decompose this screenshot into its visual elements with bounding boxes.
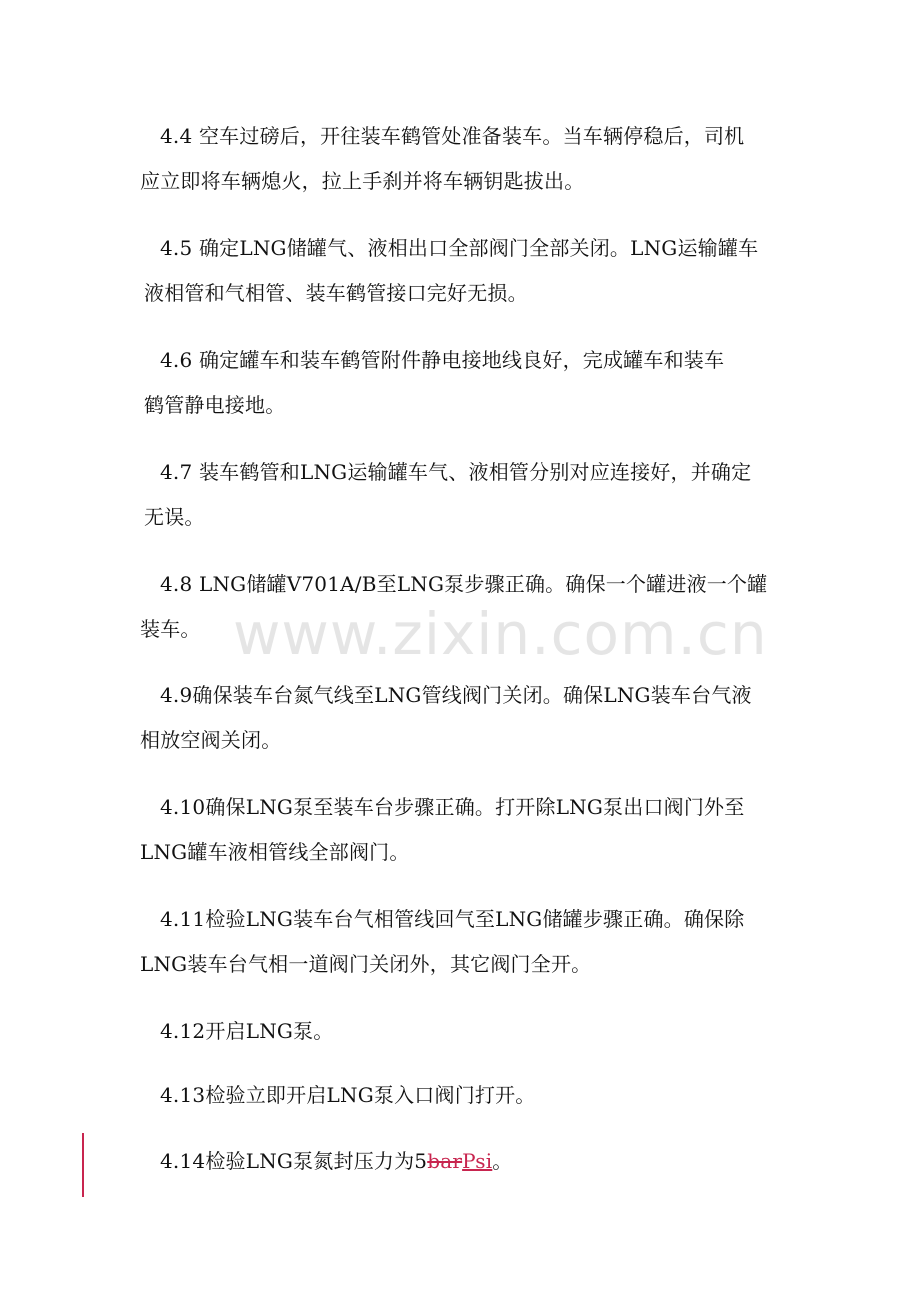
paragraph-line: 鹤管静电接地。 — [144, 393, 286, 417]
paragraph-4-9 — [140, 673, 785, 763]
paragraph-line: 无误。 — [144, 505, 205, 529]
paragraph-line: 4.5 确定LNG储罐气、液相出口全部阀门全部关闭。LNG运输罐车 — [160, 236, 759, 260]
paragraph-4-11 — [140, 897, 785, 987]
paragraph-line: LNG罐车液相管线全部阀门。 — [140, 840, 410, 864]
paragraph-line: 4.4 空车过磅后，开往装车鹤管处准备装车。当车辆停稳后，司机 — [160, 124, 745, 148]
paragraph-line: 4.9确保装车台氮气线至LNG管线阀门关闭。确保LNG装车台气液 — [160, 683, 752, 707]
paragraph-4-6 — [140, 338, 785, 428]
paragraph-line: 液相管和气相管、装车鹤管接口完好无损。 — [144, 281, 528, 305]
paragraph-4-10 — [140, 785, 785, 875]
paragraph-line: 4.11检验LNG装车台气相管线回气至LNG储罐步骤正确。确保除 — [160, 907, 745, 931]
paragraph-line: 4.13检验立即开启LNG泵入口阀门打开。 — [160, 1083, 536, 1107]
paragraph-4-4 — [140, 114, 785, 204]
paragraph-4-7 — [140, 450, 785, 540]
paragraph-line: 装车。 — [140, 617, 201, 641]
paragraph-4-12 — [140, 1009, 785, 1054]
paragraph-line: 4.10确保LNG泵至装车台步骤正确。打开除LNG泵出口阀门外至 — [160, 795, 745, 819]
paragraph-4-14 — [140, 1139, 785, 1184]
tracked-insertion: Psi — [462, 1149, 493, 1173]
tracked-deletion: bar — [427, 1149, 463, 1173]
revision-suffix-text: 。 — [492, 1149, 513, 1173]
revision-prefix-text: 4.14检验LNG泵氮封压力为5 — [160, 1149, 428, 1173]
paragraph-line: 4.8 LNG储罐V701A/B至LNG泵步骤正确。确保一个罐进液一个罐 — [160, 572, 768, 596]
watermark: www.zixin.com.cn — [233, 600, 768, 668]
paragraph-line: 应立即将车辆熄火，拉上手刹并将车辆钥匙拔出。 — [140, 169, 585, 193]
paragraph-4-13 — [140, 1073, 785, 1118]
paragraph-4-5 — [140, 226, 785, 316]
paragraph-line: 4.12开启LNG泵。 — [160, 1019, 334, 1043]
paragraph-line: 4.7 装车鹤管和LNG运输罐车气、液相管分别对应连接好，并确定 — [160, 460, 752, 484]
revision-change-bar — [82, 1133, 84, 1197]
paragraph-line: 相放空阀关闭。 — [140, 728, 282, 752]
paragraph-line — [140, 1139, 785, 1184]
paragraph-line: 4.6 确定罐车和装车鹤管附件静电接地线良好，完成罐车和装车 — [160, 348, 725, 372]
paragraph-line: LNG装车台气相一道阀门关闭外，其它阀门全开。 — [140, 952, 592, 976]
